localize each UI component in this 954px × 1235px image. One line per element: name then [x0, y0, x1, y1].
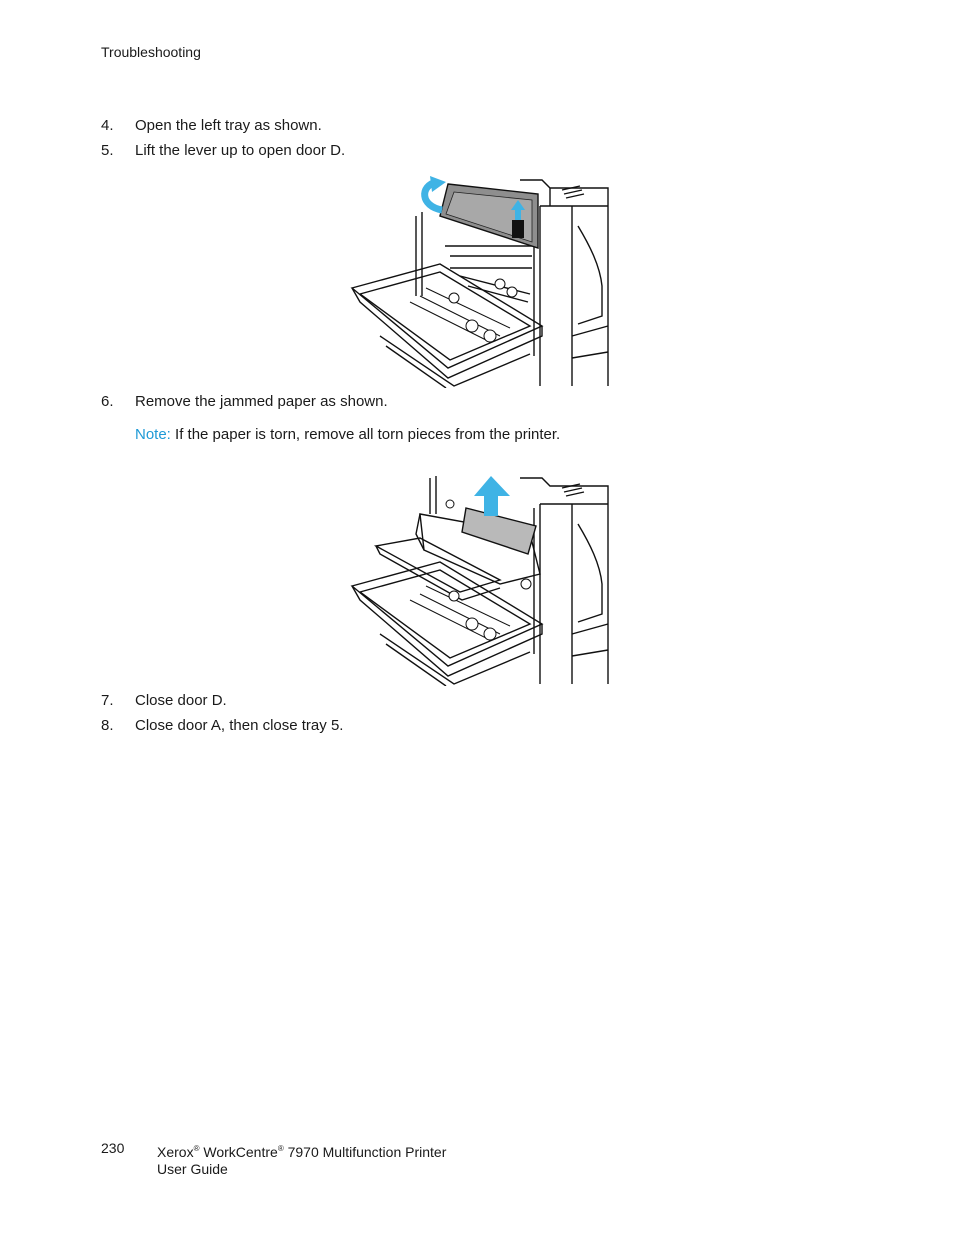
product-line: [157, 1140, 446, 1161]
step-text: Close door D.: [135, 692, 227, 709]
step-number: 7.: [101, 692, 114, 709]
footer-title: [157, 1140, 446, 1178]
printer-illustration-jammed-paper: [350, 474, 610, 686]
step-text: Close door A, then close tray 5.: [135, 717, 344, 734]
note: [135, 426, 560, 443]
step-7: [101, 692, 227, 710]
figure-remove-paper: [350, 474, 610, 686]
printer-illustration-door-d: [350, 176, 610, 388]
step-5: [101, 142, 345, 160]
figure-open-door-d: [350, 176, 610, 388]
step-text: Lift the lever up to open door D.: [135, 142, 346, 159]
model-name: 7970 Multifunction Printer: [287, 1144, 447, 1160]
product-name: WorkCentre: [203, 1144, 278, 1160]
registered-mark: ®: [277, 1144, 284, 1153]
note-label: Note:: [135, 426, 171, 443]
step-6: [101, 393, 388, 411]
registered-mark: ®: [193, 1144, 200, 1153]
step-number: 5.: [101, 142, 114, 159]
note-text: If the paper is torn, remove all torn pieces from the printer.: [175, 426, 561, 443]
up-arrow-icon: [515, 210, 521, 220]
step-text: Remove the jammed paper as shown.: [135, 393, 388, 410]
step-number: 4.: [101, 117, 114, 134]
step-4: [101, 117, 322, 135]
brand: Xerox: [157, 1144, 194, 1160]
step-8: [101, 717, 343, 735]
step-number: 8.: [101, 717, 114, 734]
running-header: Troubleshooting: [101, 44, 201, 60]
step-number: 6.: [101, 393, 114, 410]
jammed-paper: [462, 508, 536, 554]
step-text: Open the left tray as shown.: [135, 117, 322, 134]
page-number: 230: [101, 1140, 125, 1156]
doc-type: User Guide: [157, 1161, 228, 1177]
